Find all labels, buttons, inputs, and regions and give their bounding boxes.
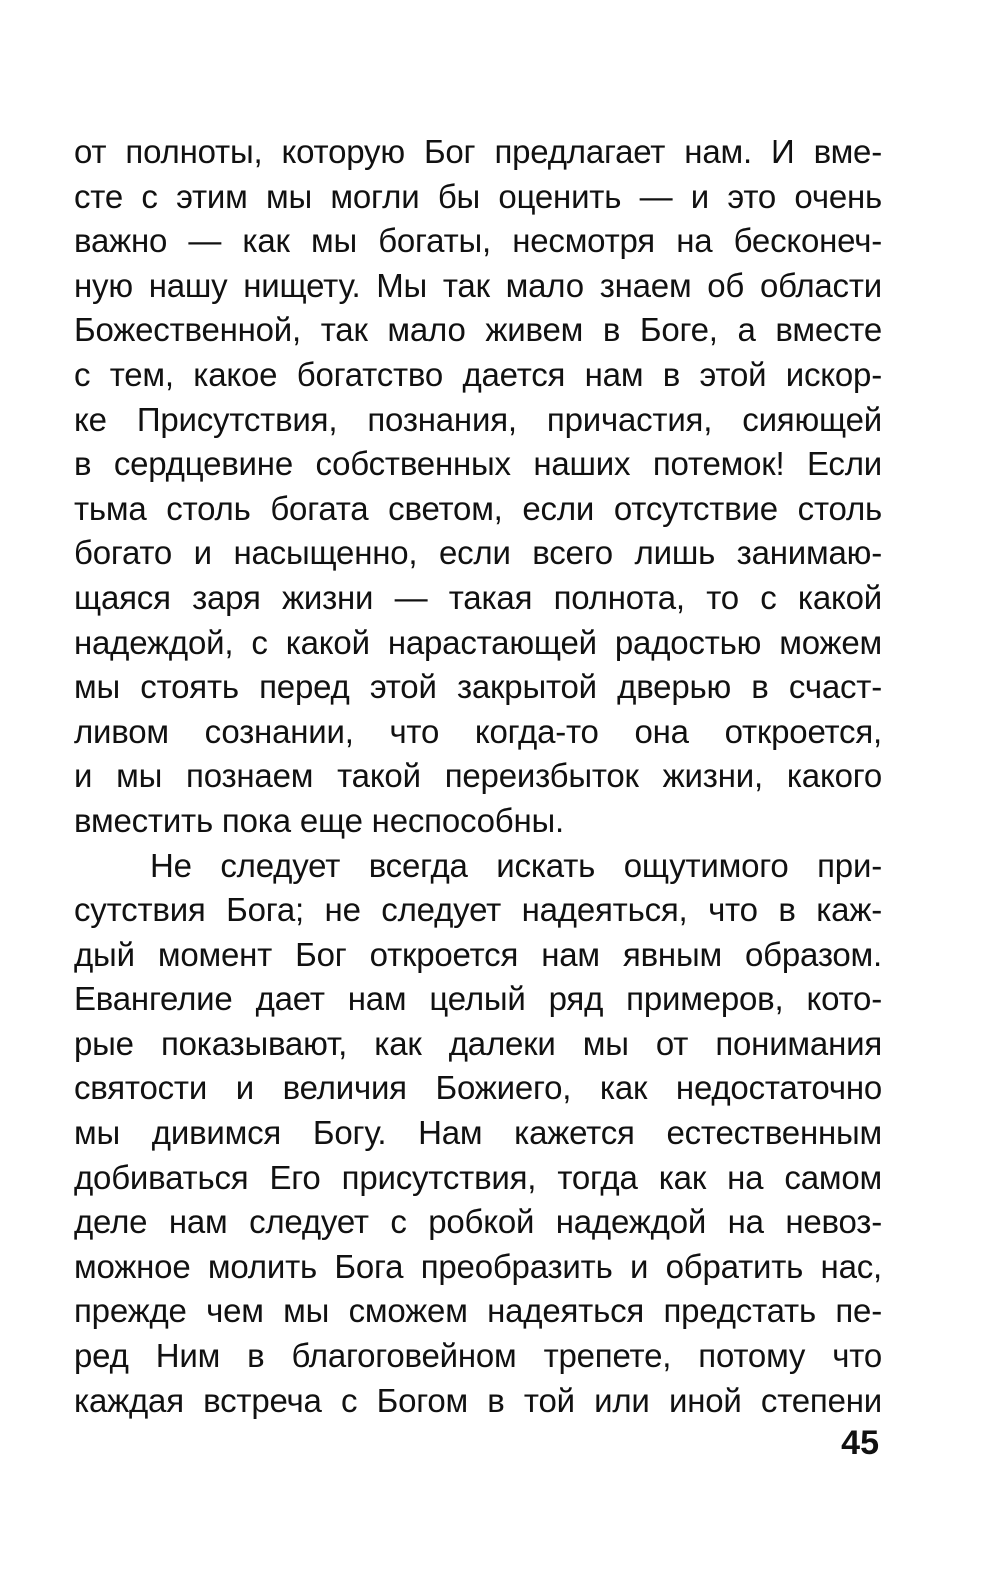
text-line: вместить пока еще неспособны. (74, 801, 565, 839)
text-line: святости и величия Божиего, как недостаточно (74, 1069, 882, 1107)
text-line: ную нашу нищету. Мы так мало знаем об области (74, 266, 882, 304)
text-line: Божественной, так мало живем в Боге, а вместе (74, 311, 882, 349)
text-line: прежде чем мы сможем надеяться предстать пе- (74, 1292, 882, 1330)
text-line: добиваться Его присутствия, тогда как на самом (74, 1158, 882, 1196)
text-line: важно — как мы богаты, несмотря на бесконеч- (74, 222, 882, 260)
text-line: надеждой, с какой нарастающей радостью можем (74, 623, 882, 661)
body-text (74, 130, 882, 1423)
text-line: мы дивимся Богу. Нам кажется естественным (74, 1114, 882, 1152)
text-line: ливом сознании, что когда-то она откроется, (74, 712, 882, 750)
text-line: рые показывают, как далеки мы от понимания (74, 1024, 882, 1062)
text-line: дый момент Бог откроется нам явным образом. (74, 935, 882, 973)
text-line: деле нам следует с робкой надеждой на невоз- (74, 1203, 882, 1241)
text-line: богато и насыщенно, если всего лишь занимаю- (74, 534, 882, 572)
text-line: ред Ним в благоговейном трепете, потому что (74, 1337, 882, 1375)
text-line: от полноты, которую Бог предлагает нам. И вме- (74, 133, 882, 170)
text-line: тьма столь богата светом, если отсутствие столь (74, 489, 882, 527)
text-line: в сердцевине собственных наших потемок! Если (74, 445, 882, 483)
text-line: Не следует всегда искать ощутимого при- (150, 846, 882, 884)
text-line: ке Присутствия, познания, причастия, сияющей (74, 400, 882, 438)
text-line: каждая встреча с Богом в той или иной степени (74, 1381, 882, 1419)
text-line: можное молить Бога преобразить и обратить нас, (74, 1247, 882, 1285)
text-line: с тем, какое богатство дается нам в этой искор- (74, 355, 882, 393)
text-line: щаяся заря жизни — такая полнота, то с какой (74, 578, 882, 616)
text-line: сутствия Бога; не следует надеяться, что в каж- (74, 891, 882, 929)
text-line: и мы познаем такой переизбыток жизни, какого (74, 757, 882, 795)
text-line: Евангелие дает нам целый ряд примеров, кото- (74, 980, 882, 1018)
text-line: мы стоять перед этой закрытой дверью в счаст- (74, 668, 882, 706)
page-number: 45 (841, 1424, 879, 1462)
text-line: сте с этим мы могли бы оценить — и это очень (74, 177, 882, 215)
